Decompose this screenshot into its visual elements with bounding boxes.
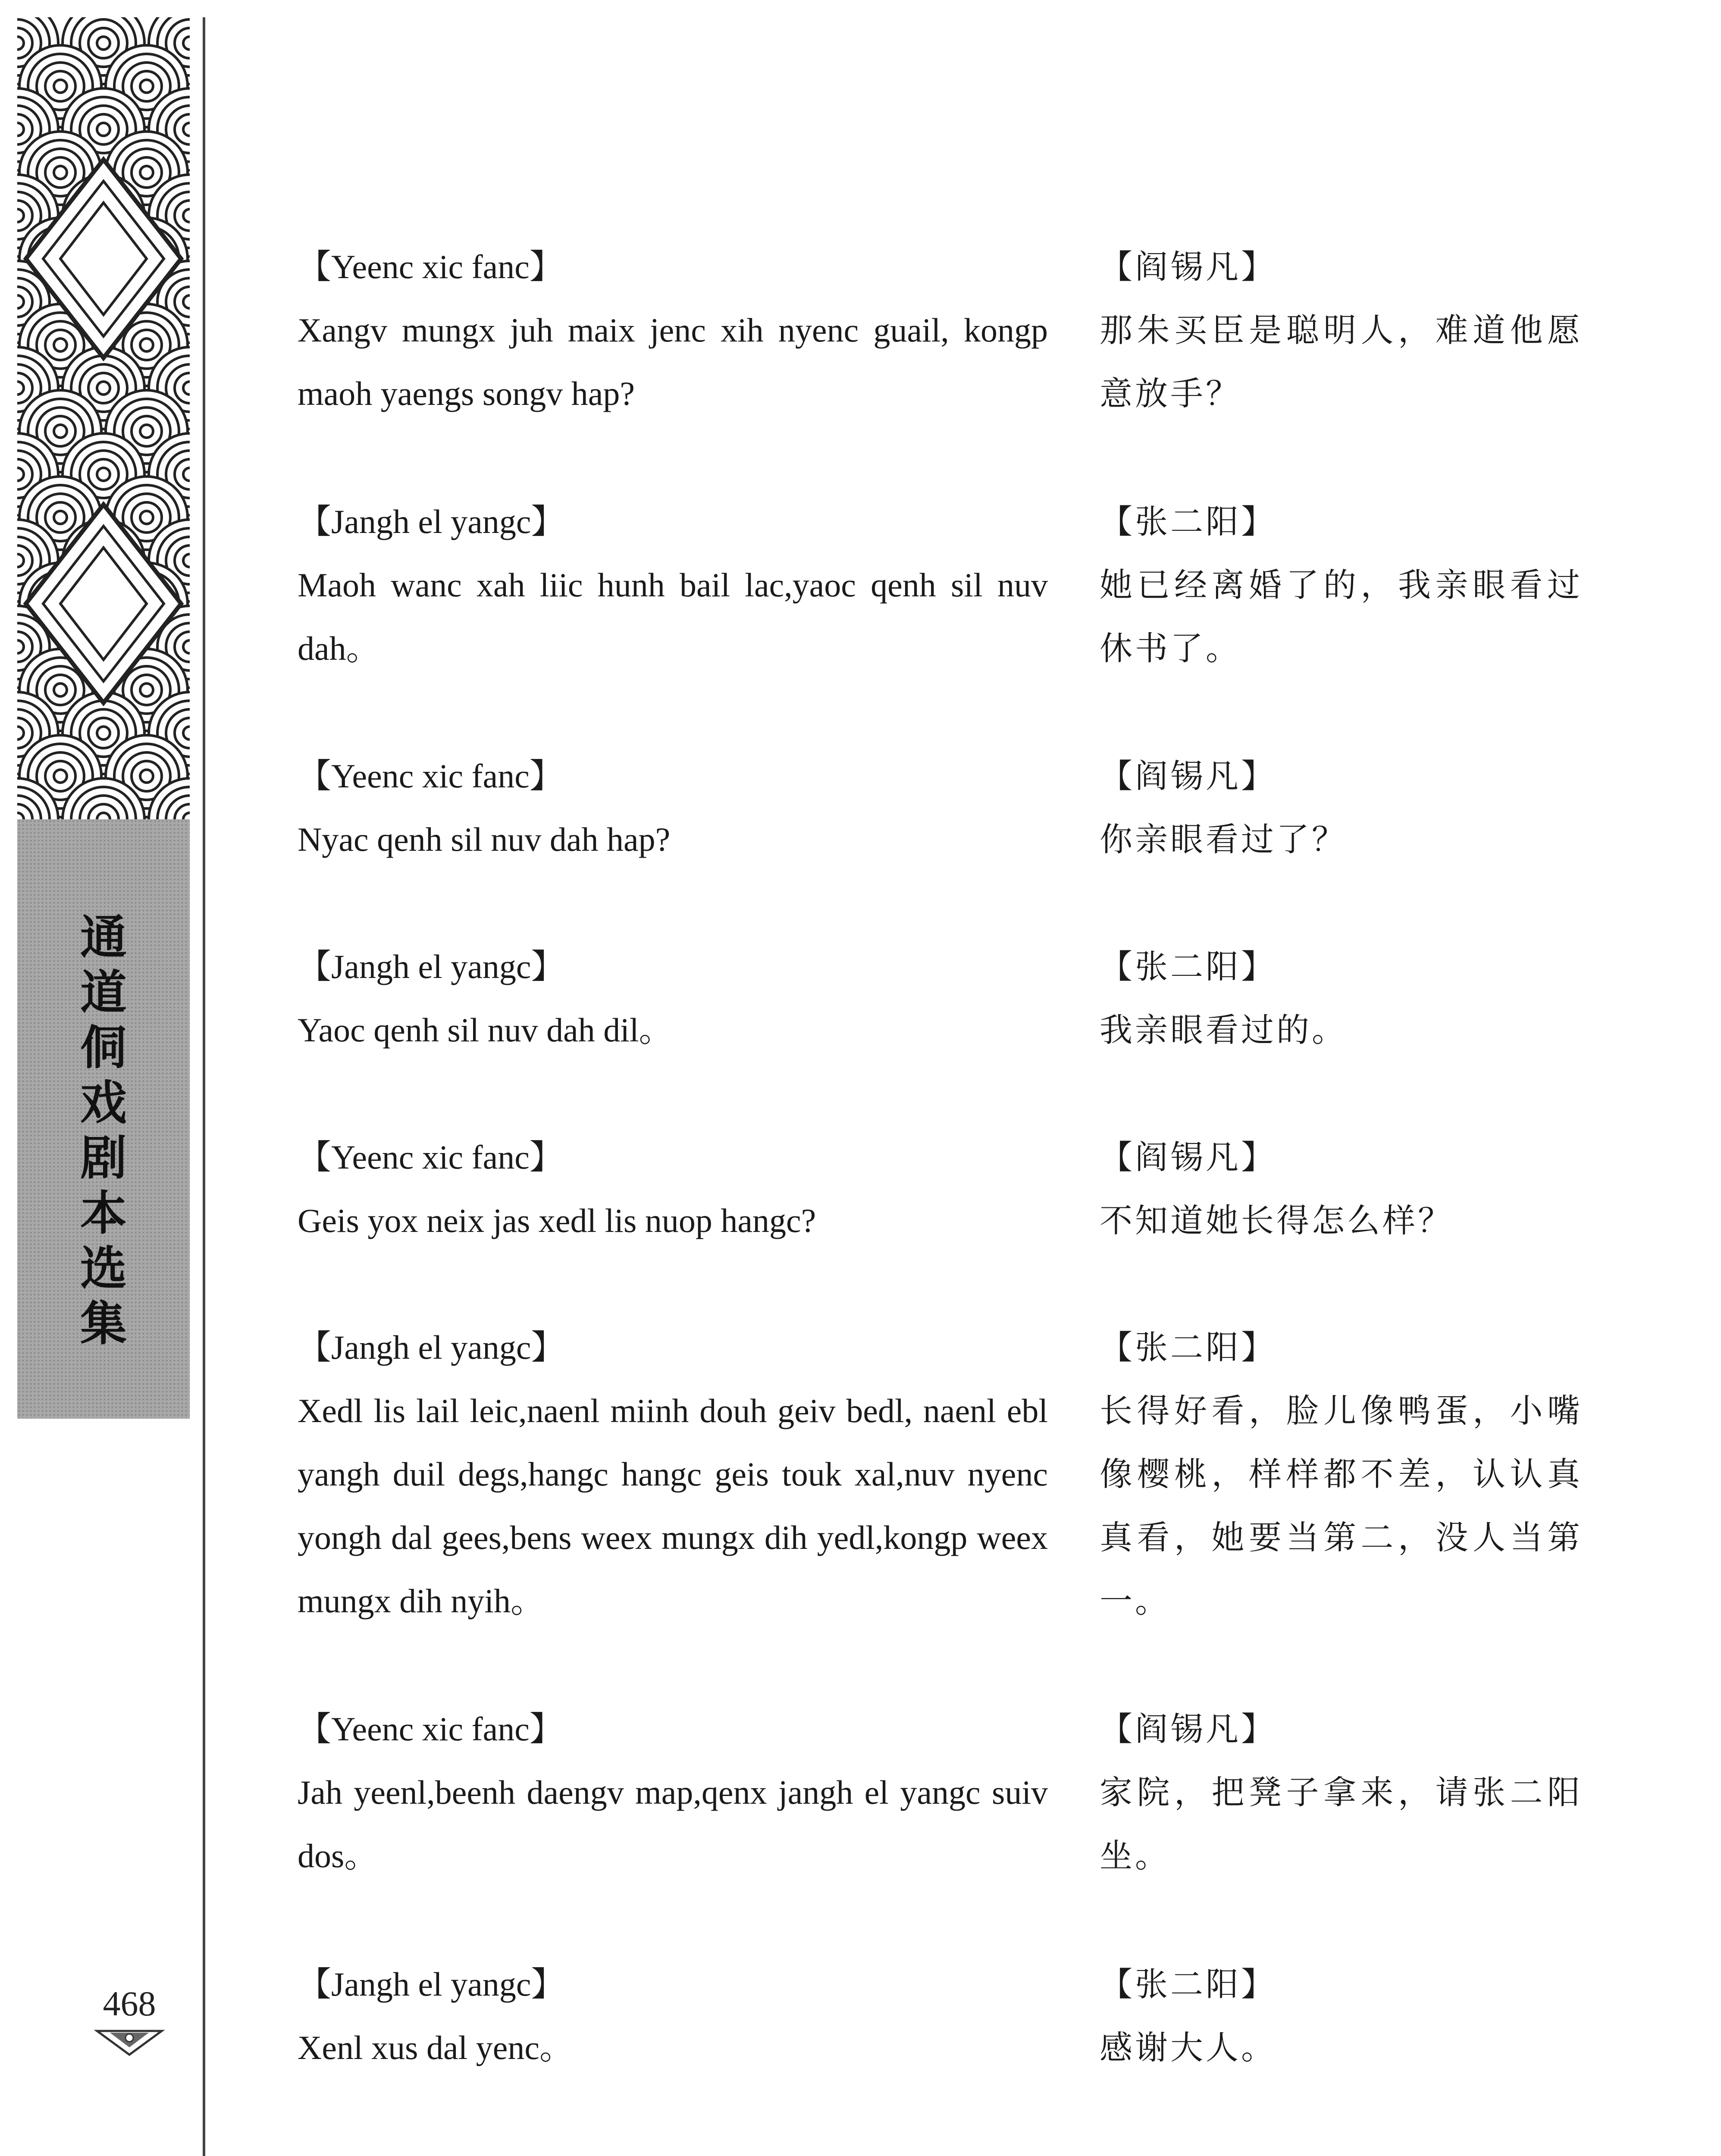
book-title-char: 侗 (80, 1021, 127, 1075)
chinese-text-block (1100, 744, 1583, 871)
line-dong: Xenl xus dal yenc。 (298, 2029, 574, 2066)
chinese-text-block (1100, 935, 1583, 1062)
dong-text-block (298, 235, 1048, 425)
speaker-name-dong: 【Jangh el yangc】 (298, 1329, 565, 1366)
speaker-name-dong: 【Jangh el yangc】 (298, 948, 565, 985)
line-chinese: 不知道她长得怎么样？ (1100, 1201, 1453, 1240)
line-dong: Nyac qenh sil nuv dah hap? (298, 821, 671, 858)
line-dong: Geis yox neix jas xedl lis nuop hangc? (298, 1202, 816, 1239)
dong-text-block (298, 744, 1048, 871)
speaker-name-dong: 【Yeenc xic fanc】 (298, 248, 563, 285)
line-dong: Xedl lis lail leic,naenl miinh douh geiv bedl, naenl ebl yangh duil degs,hangc hangc geis touk xal,nuv nyenc yongh dal gees,bens weex mungx dih yedl,kongp weex mungx dih nyih。 (298, 1392, 1048, 1620)
chinese-text-block (1100, 1316, 1583, 1633)
speaker-name-dong: 【Jangh el yangc】 (298, 1965, 565, 2003)
dong-text-block (298, 1952, 1048, 2079)
speaker-name-chinese: 【张二阳】 (1100, 947, 1276, 986)
speaker-name-chinese: 【张二阳】 (1100, 1965, 1276, 2003)
vertical-rule (203, 17, 205, 2156)
dong-text-block (298, 1697, 1048, 1887)
book-title-char: 集 (80, 1297, 127, 1351)
speaker-name-dong: 【Yeenc xic fanc】 (298, 757, 563, 795)
dong-text-block (298, 1125, 1048, 1252)
chinese-text-block (1100, 490, 1583, 680)
speaker-name-dong: 【Jangh el yangc】 (298, 503, 565, 540)
page-ornament-icon (93, 2027, 166, 2057)
book-title-char: 通 (80, 910, 127, 965)
book-title-char: 选 (80, 1241, 127, 1296)
line-dong: Jah yeenl,beenh daengv map,qenx jangh el yangc suiv dos。 (298, 1774, 1048, 1874)
chinese-text-block (1100, 1125, 1583, 1252)
line-dong: Yaoc qenh sil nuv dah dil。 (298, 1011, 673, 1049)
chinese-text-block (1100, 1952, 1583, 2079)
line-dong: Maoh wanc xah liic hunh bail lac,yaoc qenh sil nuv dah。 (298, 566, 1048, 667)
speaker-name-dong: 【Yeenc xic fanc】 (298, 1710, 563, 1748)
speaker-name-chinese: 【阎锡凡】 (1100, 1710, 1276, 1748)
line-chinese: 家院，把凳子拿来，请张二阳坐。 (1100, 1773, 1583, 1875)
book-title-vertical (17, 910, 190, 1351)
speaker-name-chinese: 【张二阳】 (1100, 502, 1276, 541)
chinese-text-block (1100, 235, 1583, 425)
line-chinese: 你亲眼看过了？ (1100, 820, 1347, 859)
wave-pattern-graphic (17, 17, 190, 828)
dong-text-block (298, 1316, 1048, 1633)
chinese-text-block (1100, 1697, 1583, 1887)
book-title-char: 道 (80, 965, 127, 1020)
page-number: 468 (103, 1984, 156, 2023)
speaker-name-dong: 【Yeenc xic fanc】 (298, 1138, 563, 1176)
speaker-name-chinese: 【张二阳】 (1100, 1328, 1276, 1366)
line-dong: Xangv mungx juh maix jenc xih nyenc guail, kongp maoh yaengs songv hap? (298, 311, 1048, 412)
dong-text-block (298, 935, 1048, 1062)
speaker-name-chinese: 【阎锡凡】 (1100, 248, 1276, 286)
speaker-name-chinese: 【阎锡凡】 (1100, 1138, 1276, 1176)
speaker-name-chinese: 【阎锡凡】 (1100, 757, 1276, 795)
book-title-char: 戏 (80, 1076, 127, 1130)
line-chinese: 她已经离婚了的，我亲眼看过休书了。 (1100, 566, 1583, 667)
line-chinese: 我亲眼看过的。 (1100, 1011, 1347, 1049)
book-title-char: 剧 (80, 1131, 127, 1185)
line-chinese: 感谢大人。 (1100, 2028, 1276, 2067)
line-chinese: 长得好看，脸儿像鸭蛋，小嘴像樱桃，样样都不差，认认真真看，她要当第二，没人当第一。 (1100, 1391, 1583, 1620)
line-chinese: 那朱买臣是聪明人，难道他愿意放手？ (1100, 311, 1583, 413)
dong-text-block (298, 490, 1048, 680)
book-title-char: 本 (80, 1186, 127, 1241)
